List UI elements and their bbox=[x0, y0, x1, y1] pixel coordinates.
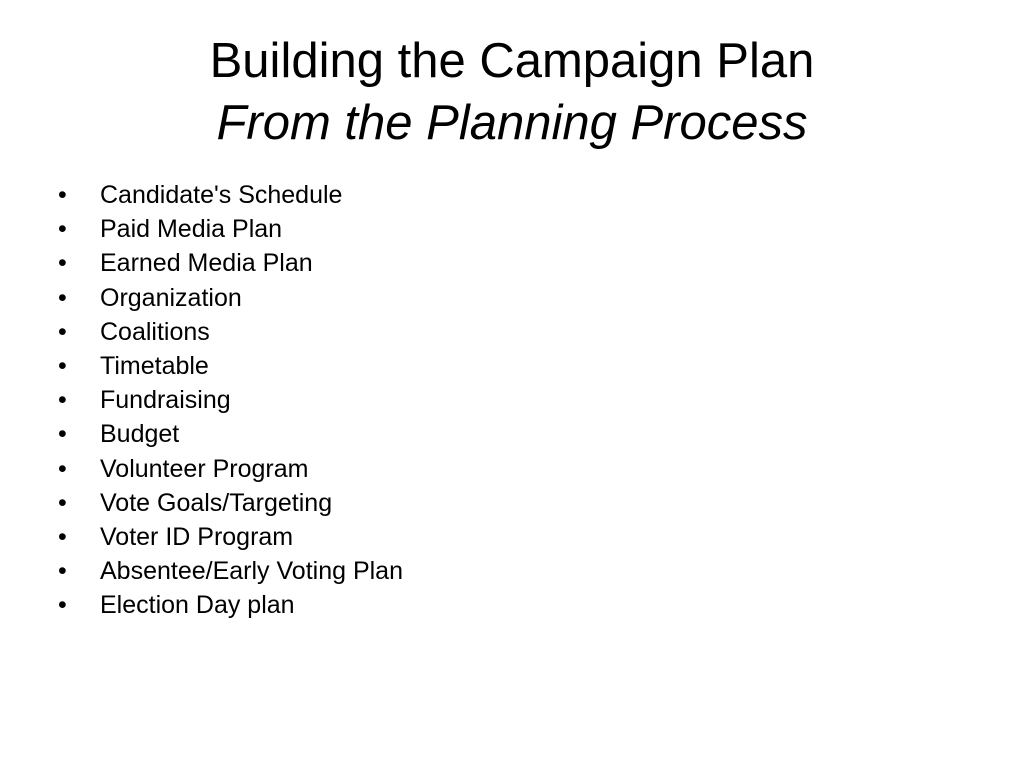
bullet-dot-icon: • bbox=[58, 386, 67, 415]
bullet-dot-icon: • bbox=[58, 283, 67, 312]
bullet-list bbox=[58, 178, 403, 623]
list-item-text: Fundraising bbox=[100, 386, 231, 415]
list-item bbox=[58, 520, 403, 554]
bullet-dot-icon: • bbox=[58, 249, 67, 278]
list-item-text: Paid Media Plan bbox=[100, 215, 283, 244]
list-item-text: Coalitions bbox=[100, 317, 210, 346]
bullet-dot-icon: • bbox=[58, 488, 67, 517]
title-line-1: Building the Campaign Plan bbox=[209, 34, 815, 88]
list-item bbox=[58, 486, 403, 520]
list-item bbox=[58, 315, 403, 349]
bullet-dot-icon: • bbox=[58, 557, 67, 586]
list-item bbox=[58, 178, 403, 212]
bullet-dot-icon: • bbox=[58, 454, 67, 483]
list-item-text: Candidate's Schedule bbox=[100, 181, 343, 209]
list-item bbox=[58, 349, 403, 383]
list-item-text: Vote Goals/Targeting bbox=[100, 488, 333, 517]
list-item-text: Budget bbox=[100, 420, 180, 449]
list-item bbox=[58, 383, 403, 417]
list-item bbox=[58, 554, 403, 588]
list-item bbox=[58, 281, 403, 315]
bullet-dot-icon: • bbox=[58, 181, 67, 209]
bullet-dot-icon: • bbox=[58, 352, 67, 381]
title-line-2: From the Planning Process bbox=[216, 96, 808, 150]
list-item bbox=[58, 417, 403, 451]
list-item bbox=[58, 588, 403, 622]
list-item-text: Volunteer Program bbox=[100, 454, 309, 483]
bullet-dot-icon: • bbox=[58, 317, 67, 346]
list-item-text: Election Day plan bbox=[100, 591, 295, 620]
list-item-text: Timetable bbox=[100, 352, 209, 381]
bullet-dot-icon: • bbox=[58, 523, 67, 552]
list-item bbox=[58, 212, 403, 246]
slide-title bbox=[0, 30, 1024, 154]
list-item-text: Absentee/Early Voting Plan bbox=[100, 557, 403, 586]
list-item bbox=[58, 246, 403, 280]
bullet-dot-icon: • bbox=[58, 215, 67, 244]
bullet-dot-icon: • bbox=[58, 420, 67, 449]
bullet-dot-icon: • bbox=[58, 591, 67, 620]
list-item-text: Organization bbox=[100, 283, 242, 312]
list-item bbox=[58, 452, 403, 486]
list-item-text: Voter ID Program bbox=[100, 523, 294, 552]
list-item-text: Earned Media Plan bbox=[100, 249, 313, 278]
